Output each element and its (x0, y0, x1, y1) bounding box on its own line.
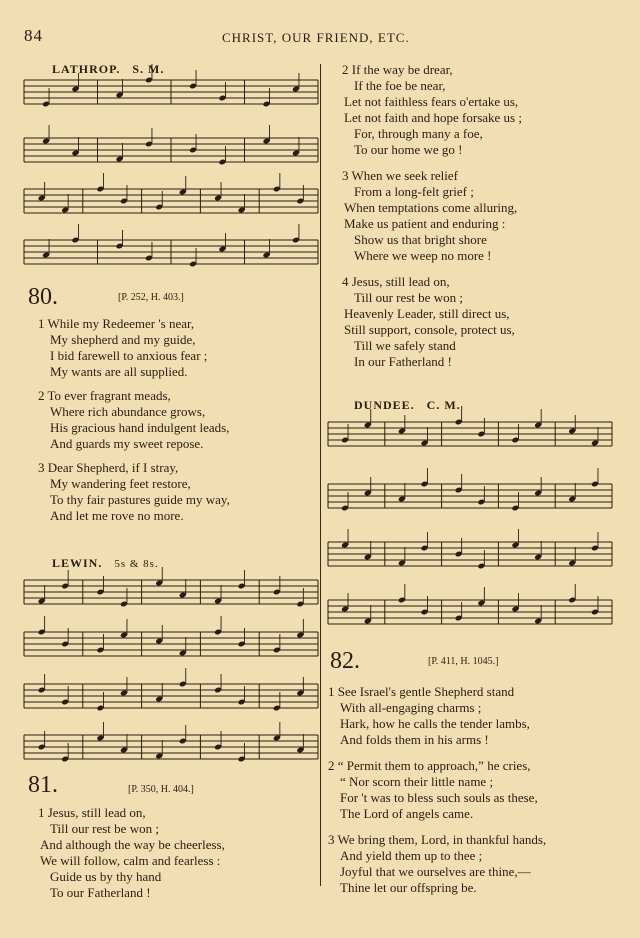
verse-line: Let not faithless fears o'ertake us, (344, 94, 519, 109)
verse-line: For, through many a foe, (354, 126, 483, 141)
verse-line: 2 If the way be drear, (342, 62, 453, 77)
verse-line: I bid farewell to anxious fear ; (50, 348, 208, 363)
page-number: 84 (24, 26, 43, 45)
verse-line: And guards my sweet repose. (50, 436, 204, 451)
verse-line: Heavenly Leader, still direct us, (344, 306, 510, 321)
verse-line: Till our rest be won ; (50, 821, 159, 836)
verse-line: To our home we go ! (354, 142, 463, 157)
tune-meter: 5s & 8s. (114, 558, 159, 570)
verse-line: Hark, how he calls the tender lambs, (340, 716, 530, 731)
verse-line: “ Nor scorn their little name ; (340, 774, 494, 789)
verse-line: 3 When we seek relief (342, 168, 458, 183)
tune-name: LATHROP. (52, 62, 121, 76)
verse-line: And although the way be cheerless, (40, 837, 225, 852)
verse-line: My wandering feet restore, (50, 476, 191, 491)
running-title: CHRIST, OUR FRIEND, ETC. (222, 30, 410, 45)
verse-line: 1 While my Redeemer 's near, (38, 316, 195, 331)
verse-line: For 't was to bless such souls as these, (340, 790, 538, 805)
tune-meter: S. M. (132, 62, 165, 76)
verse-line: Show us that bright shore (354, 232, 487, 247)
verse-line: 4 Jesus, still lead on, (342, 274, 450, 289)
hymn-ref-80: [P. 252, H. 403.] (118, 292, 184, 303)
verse-line: Till our rest be won ; (354, 290, 463, 305)
tune-name: LEWIN. (52, 556, 103, 570)
verse-line: 1 See Israel's gentle Shepherd stand (328, 684, 515, 699)
verse-line: And let me rove no more. (50, 508, 184, 523)
verse-line: 3 Dear Shepherd, if I stray, (38, 460, 179, 475)
verse-line: 1 Jesus, still lead on, (38, 805, 146, 820)
verse-line: My shepherd and my guide, (50, 332, 196, 347)
verse-line: Make us patient and enduring : (344, 216, 506, 231)
verse-line: When temptations come alluring, (344, 200, 518, 215)
verse-line: Where we weep no more ! (354, 248, 492, 263)
hymn-ref-82: [P. 411, H. 1045.] (428, 656, 499, 667)
verse-line: And folds them in his arms ! (340, 732, 489, 747)
verse-line: Where rich abundance grows, (50, 404, 206, 419)
verse-line: 2 To ever fragrant meads, (38, 388, 171, 403)
verse-line: His gracious hand indulgent leads, (50, 420, 230, 435)
verse-line: Joyful that we ourselves are thine,— (340, 864, 531, 879)
verse-line: Still support, console, protect us, (344, 322, 515, 337)
verse-line: In our Fatherland ! (354, 354, 452, 369)
verse-line: 3 We bring them, Lord, in thankful hands, (328, 832, 547, 847)
verse-line: Guide us by thy hand (50, 869, 162, 884)
verse-line: 2 “ Permit them to approach,” he cries, (328, 758, 531, 773)
verse-line: If the foe be near, (354, 78, 446, 93)
verse-line: Let not faith and hope forsake us ; (344, 110, 522, 125)
hymn-number-82: 82. (330, 648, 360, 674)
hymn-number-80: 80. (28, 284, 58, 310)
hymn-number-81: 81. (28, 772, 58, 798)
verse-line: Till we safely stand (354, 338, 456, 353)
verse-line: To our Fatherland ! (50, 885, 151, 900)
verse-line: Thine let our offspring be. (340, 880, 477, 895)
verse-line: My wants are all supplied. (50, 364, 188, 379)
verse-line: The Lord of angels came. (340, 806, 474, 821)
verse-line: We will follow, calm and fearless : (40, 853, 221, 868)
verse-line: And yield them up to thee ; (340, 848, 483, 863)
tune-meter: C. M. (426, 398, 461, 412)
tune-name: DUNDEE. (354, 398, 415, 412)
verse-line: From a long-felt grief ; (354, 184, 474, 199)
verse-line: To thy fair pastures guide my way, (50, 492, 230, 507)
hymn-82-verses (328, 684, 546, 896)
verse-line: With all-engaging charms ; (340, 700, 482, 715)
hymn-ref-81: [P. 350, H. 404.] (128, 784, 194, 795)
